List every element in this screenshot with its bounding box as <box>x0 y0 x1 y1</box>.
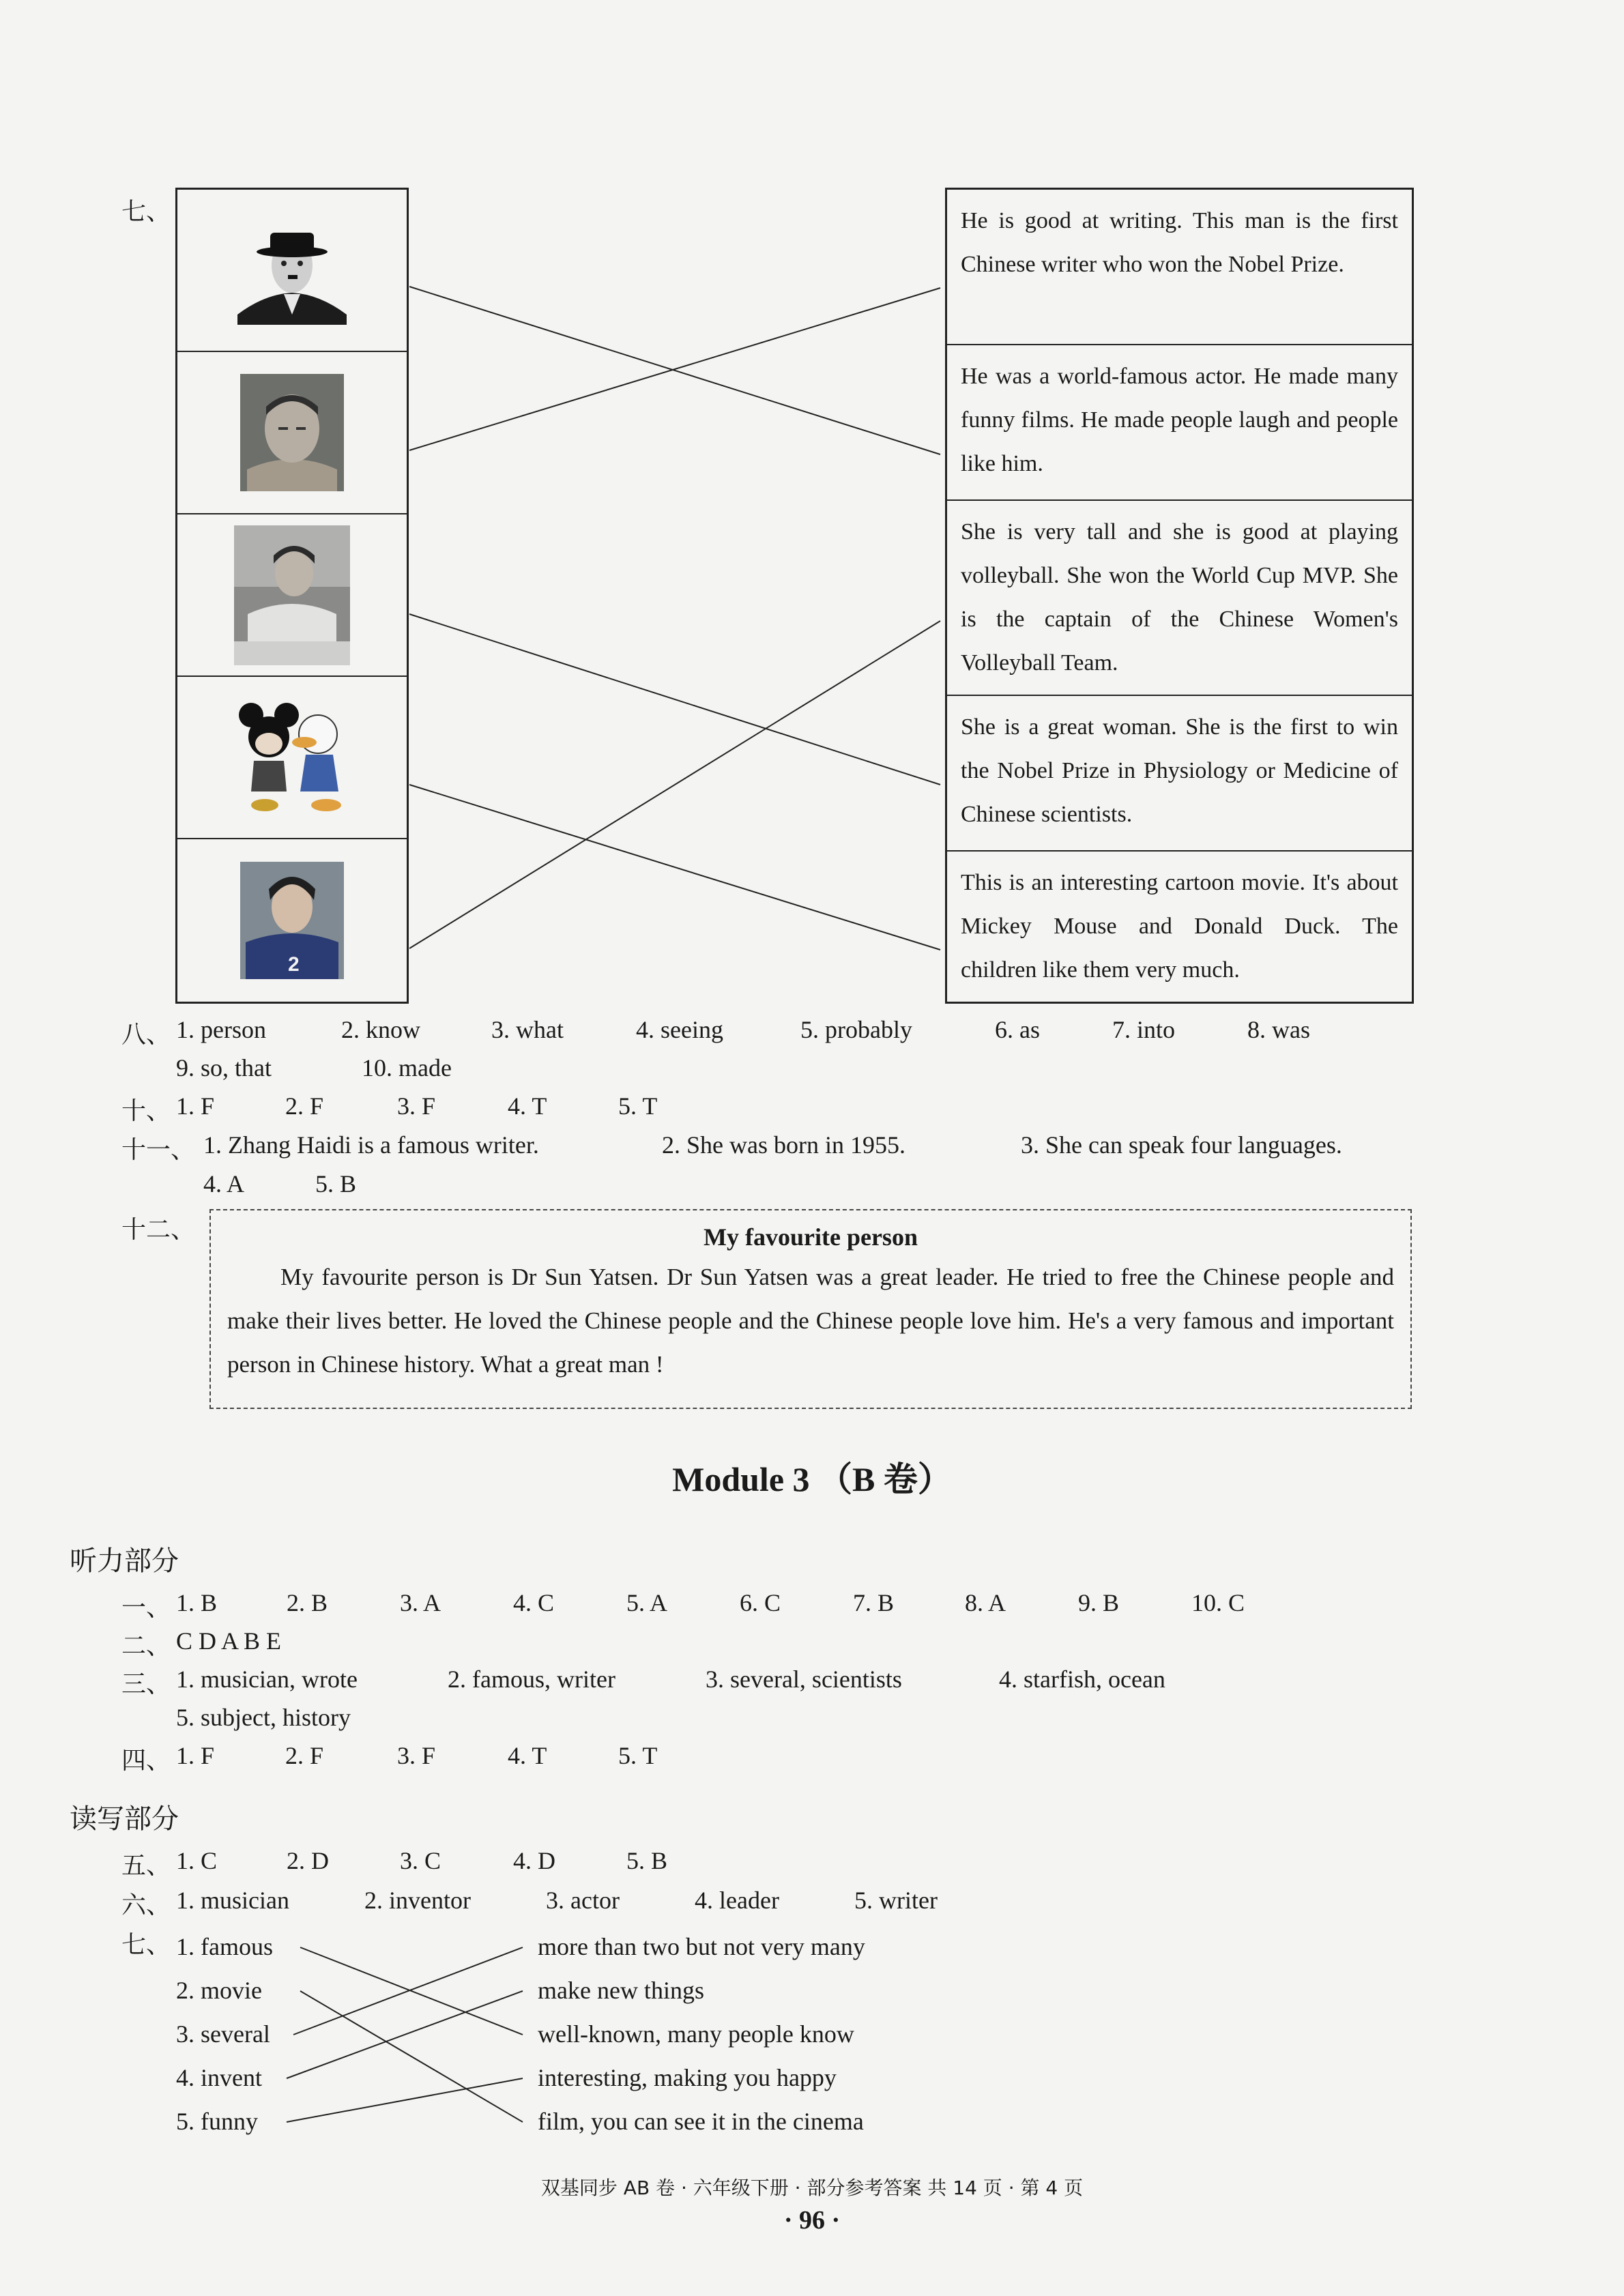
section-10-label: 十、 <box>121 1097 171 1125</box>
answer-item: 8. A <box>965 1589 1006 1616</box>
match-line <box>409 621 940 948</box>
match-right-item: make new things <box>538 1977 704 2004</box>
listening-s3-label: 三、 <box>121 1670 171 1698</box>
reading-heading: 读写部分 <box>70 1803 179 1835</box>
match-left-item: 3. several <box>176 2020 270 2048</box>
answer-item: 3. what <box>491 1016 564 1043</box>
match-line <box>409 785 940 950</box>
reading-s7-label: 七、 <box>121 1931 171 1959</box>
answer-item: 6. C <box>740 1589 781 1616</box>
answer-item: 3. A <box>400 1589 441 1616</box>
answer-item: 8. was <box>1247 1016 1310 1043</box>
answer-item: 5. subject, history <box>176 1704 351 1731</box>
listening-heading: 听力部分 <box>70 1545 179 1577</box>
matching-lines <box>0 0 1624 1023</box>
match-left-item: 5. funny <box>176 2108 258 2135</box>
answer-item: 2. famous, writer <box>448 1666 615 1693</box>
answer-item: 2. know <box>341 1016 420 1043</box>
answer-item: 2. F <box>285 1742 324 1769</box>
answer-item: 5. T <box>618 1742 658 1769</box>
answer-item: 2. inventor <box>364 1887 471 1914</box>
match-left-item: 2. movie <box>176 1977 262 2004</box>
description-cell: This is an interesting cartoon movie. It's about Mickey Mouse and Donald Duck. The children like them very much. <box>961 870 1398 983</box>
match-right-item: interesting, making you happy <box>538 2064 837 2091</box>
answer-item: 2. B <box>287 1589 328 1616</box>
description-cell: She is very tall and she is good at playing volleyball. She won the World Cup MVP. She is the captain of the Chinese Women's Volleyball Team. <box>947 501 1412 696</box>
description-cell: She is a great woman. She is the first to win the Nobel Prize in Physiology or Medicine of Chinese scientists. <box>947 696 1412 852</box>
answer-item: 5. B <box>626 1847 668 1874</box>
page-number: · 96 · <box>783 2206 841 2235</box>
answer-item: 7. into <box>1112 1016 1176 1043</box>
essay-title: My favourite person <box>704 1223 918 1251</box>
answer-item: 1. F <box>176 1742 215 1769</box>
answer-item: 4. C <box>513 1589 555 1616</box>
listening-s4-label: 四、 <box>121 1747 171 1775</box>
answer-item: 5. probably <box>800 1016 912 1043</box>
answer-item: C D A B E <box>176 1627 282 1655</box>
reading-s5-label: 五、 <box>121 1852 171 1880</box>
answer-item: 4. A <box>203 1170 245 1197</box>
section-7-label: 七、 <box>121 198 171 226</box>
answer-item: 2. F <box>285 1092 324 1120</box>
answer-item: 10. made <box>362 1054 452 1081</box>
answer-item: 7. B <box>853 1589 895 1616</box>
answer-item: 3. F <box>397 1092 436 1120</box>
answer-item: 3. C <box>400 1847 441 1874</box>
section-8-label: 八、 <box>121 1021 171 1049</box>
answer-item: 2. She was born in 1955. <box>662 1131 905 1159</box>
reading-s6-label: 六、 <box>121 1891 171 1919</box>
answer-item: 4. starfish, ocean <box>999 1666 1165 1693</box>
match-line <box>409 614 940 785</box>
answer-item: 1. musician <box>176 1887 289 1914</box>
answer-item: 4. leader <box>695 1887 779 1914</box>
listening-s1-label: 一、 <box>121 1594 171 1622</box>
match-line <box>287 2078 523 2122</box>
answer-item: 1. C <box>176 1847 218 1874</box>
section-11-label: 十一、 <box>121 1136 196 1164</box>
answer-item: 1. B <box>176 1589 218 1616</box>
match-left-item: 4. invent <box>176 2064 262 2091</box>
answer-item: 1. F <box>176 1092 215 1120</box>
match-line <box>300 1991 523 2122</box>
answer-item: 5. T <box>618 1092 658 1120</box>
answer-item: 3. She can speak four languages. <box>1021 1131 1342 1159</box>
match-right-item: more than two but not very many <box>538 1933 865 1960</box>
answer-item: 4. T <box>508 1742 547 1769</box>
answer-item: 5. A <box>626 1589 668 1616</box>
essay-body: My favourite person is Dr Sun Yatsen. Dr Sun Yatsen was a great leader. He tried to free the Chinese people and make their lives better. He loved the Chinese people and the Chinese people love him. He's a very famous and important person in Chinese history. What a great man ! <box>227 1264 1394 1378</box>
answer-item: 3. F <box>397 1742 436 1769</box>
module-title: Module 3 （B 卷） <box>672 1460 952 1498</box>
word-matching-lines <box>0 1910 1624 2142</box>
answer-item: 4. D <box>513 1847 555 1874</box>
answer-item: 6. as <box>995 1016 1040 1043</box>
match-right-item: film, you can see it in the cinema <box>538 2108 864 2135</box>
answer-item: 1. musician, wrote <box>176 1666 358 1693</box>
essay-box <box>209 1209 1412 1409</box>
description-cell: He was a world-famous actor. He made many funny films. He made people laugh and people like him. <box>947 345 1412 501</box>
answer-item: 10. C <box>1191 1589 1245 1616</box>
answer-item: 5. B <box>315 1170 357 1197</box>
match-right-item: well-known, many people know <box>538 2020 854 2048</box>
section-12-label: 十二、 <box>121 1216 196 1244</box>
page-footer: 双基同步 AB 卷 · 六年级下册 · 部分参考答案 共 14 页 · 第 4 页 <box>540 2177 1084 2199</box>
description-cell: He is good at writing. This man is the first Chinese writer who won the Nobel Prize. <box>947 190 1412 345</box>
listening-s2-label: 二、 <box>121 1632 171 1660</box>
answer-item: 3. actor <box>546 1887 620 1914</box>
answer-item: 4. seeing <box>636 1016 723 1043</box>
answer-item: 3. several, scientists <box>706 1666 902 1693</box>
answer-item: 5. writer <box>854 1887 938 1914</box>
svg-text:2: 2 <box>288 953 300 976</box>
answer-item: 1. Zhang Haidi is a famous writer. <box>203 1131 539 1159</box>
answer-item: 2. D <box>287 1847 329 1874</box>
match-left-item: 1. famous <box>176 1933 273 1960</box>
answer-item: 4. T <box>508 1092 547 1120</box>
answer-item: 1. person <box>176 1016 266 1043</box>
answer-item: 9. B <box>1078 1589 1120 1616</box>
answer-item: 9. so, that <box>176 1054 272 1081</box>
